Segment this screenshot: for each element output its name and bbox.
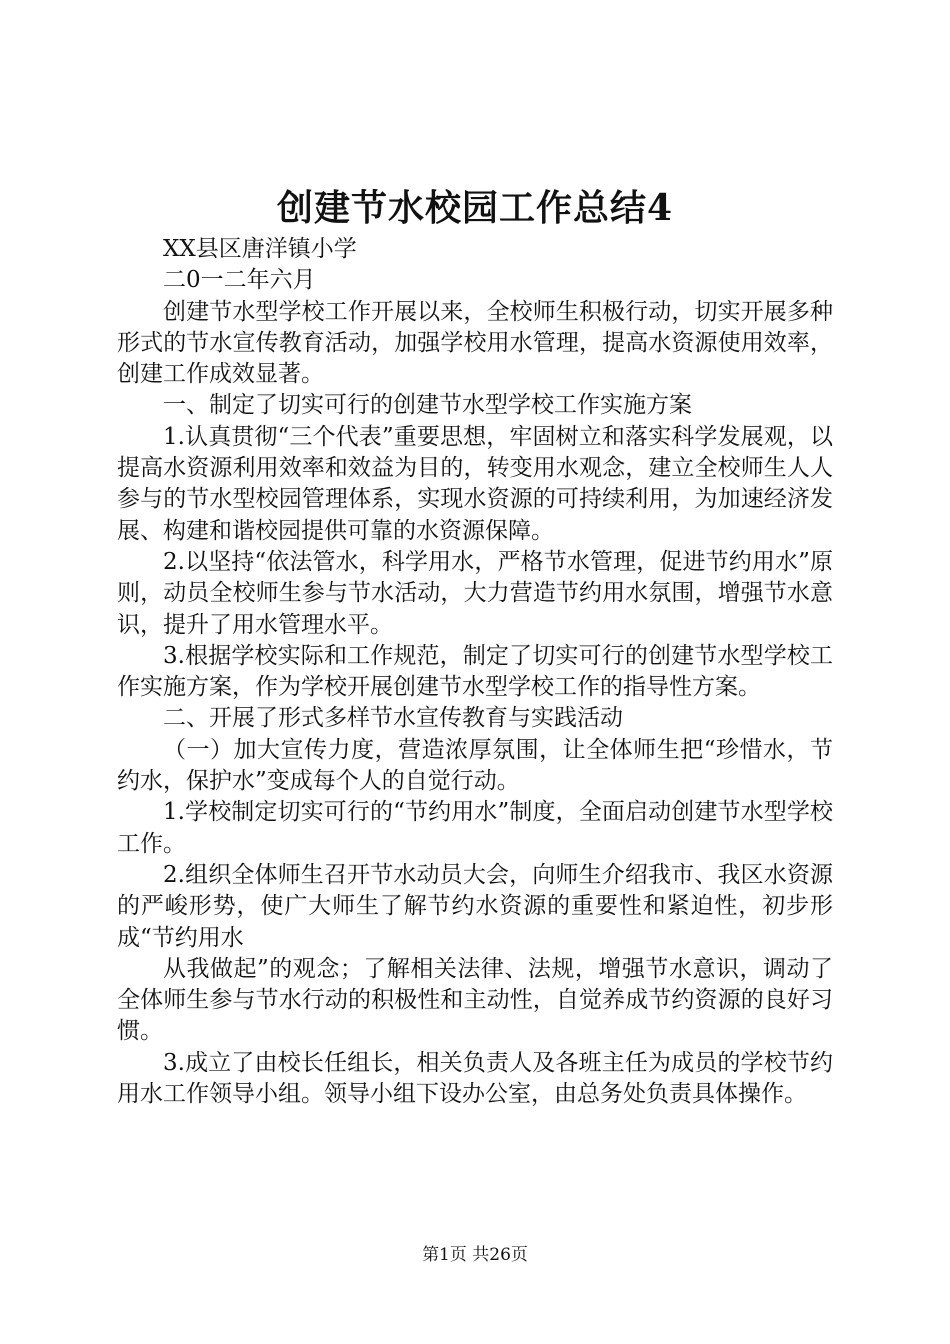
section-heading-2: 二、开展了形式多样节水宣传教育与实践活动 (163, 705, 623, 732)
section-heading-1: 一、制定了切实可行的创建节水型学校工作实施方案 (163, 392, 692, 419)
paragraph-2-3: 3.成立了由校长任组长，相关负责人及各班主任为成员的学校节约用水工作领导小组。领导小组下设办公室，由总务处负责具体操作。 (117, 1049, 833, 1108)
date-line: 二0一二年六月 (163, 267, 316, 294)
paragraph-2-2: 2.组织全体师生召开节水动员大会，向师生介绍我市、我区水资源的严峻形势，使广大师生了解节约水资源的重要性和紧迫性，初步形成“节约用水 (117, 861, 833, 951)
intro-paragraph: 创建节水型学校工作开展以来，全校师生积极行动，切实开展多种形式的节水宣传教育活动，加强学校用水管理，提高水资源使用效率，创建工作成效显著。 (117, 298, 833, 388)
page-footer: 第1页 共26页 (422, 1245, 528, 1265)
paragraph-1-3: 3.根据学校实际和工作规范，制定了切实可行的创建节水型学校工作实施方案，作为学校开展创建节水型学校工作的指导性方案。 (117, 642, 833, 701)
paragraph-1-2: 2.以坚持“依法管水，科学用水，严格节水管理，促进节约用水”原则，动员全校师生参与节水活动，大力营造节约用水氛围，增强节水意识，提升了用水管理水平。 (117, 548, 833, 638)
document-title: 创建节水校园工作总结4 (276, 187, 674, 229)
subsection-heading-1: （一）加大宣传力度，营造浓厚氛围，让全体师生把“珍惜水，节约水，保护水”变成每个人的自觉行动。 (117, 736, 833, 795)
document-body (117, 234, 833, 1110)
paragraph-2-1: 1.学校制定切实可行的“节约用水”制度，全面启动创建节水型学校工作。 (117, 799, 833, 857)
paragraph-1-1: 1.认真贯彻“三个代表”重要思想，牢固树立和落实科学发展观，以提高水资源利用效率和效益为目的，转变用水观念，建立全校师生人人参与的节水型校园管理体系，实现水资源的可持续利用，为加速经济发展、构建和谐校园提供可靠的水资源保障。 (117, 423, 833, 544)
paragraph-2-2-continued: 从我做起”的观念；了解相关法律、法规，增强节水意识，调动了全体师生参与节水行动的积极性和主动性，自觉养成节约资源的良好习惯。 (117, 955, 833, 1045)
school-name-line: XX县区唐洋镇小学 (163, 236, 357, 262)
